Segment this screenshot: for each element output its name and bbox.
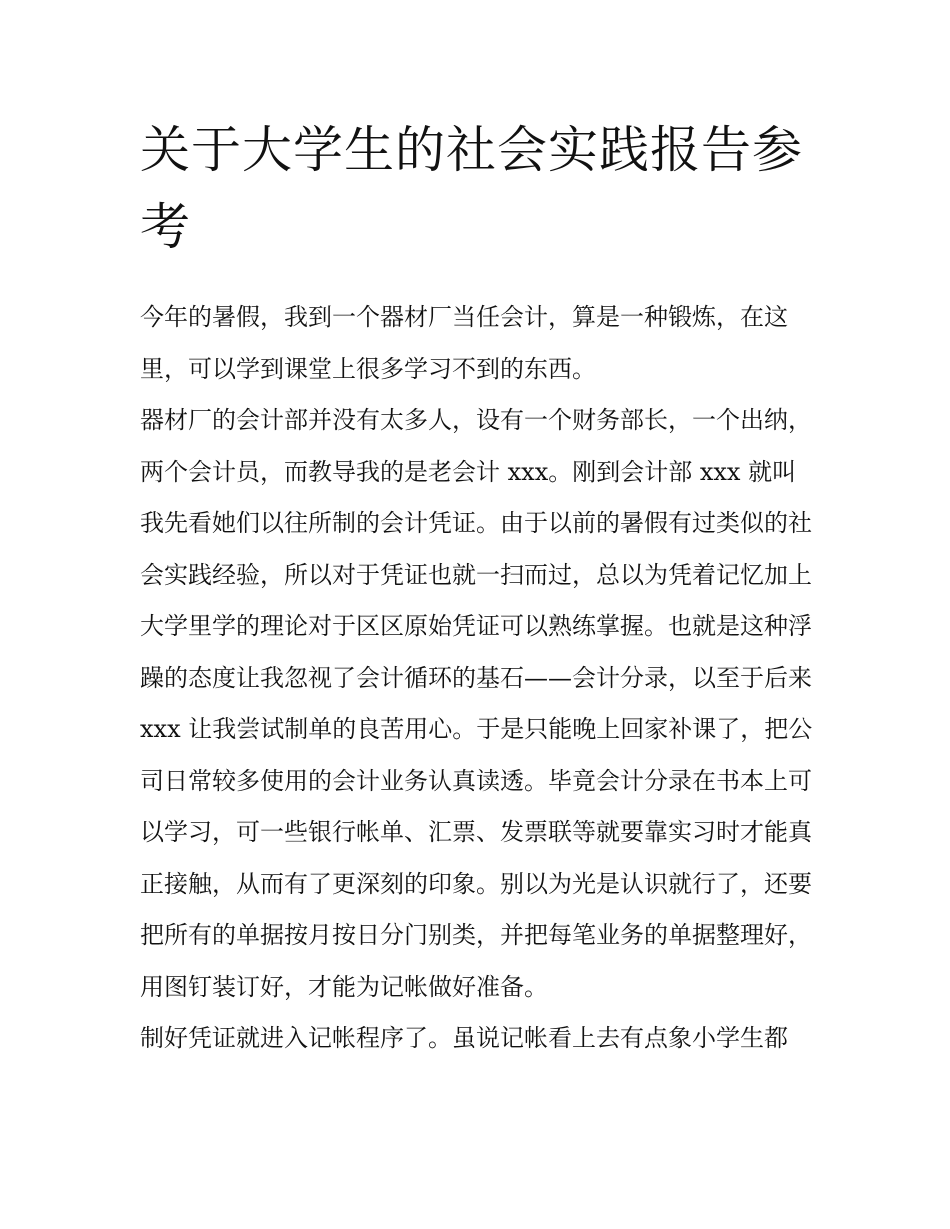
paragraph-3: 制好凭证就进入记帐程序了。虽说记帐看上去有点象小学生都 xyxy=(140,1024,788,1052)
document-content xyxy=(140,112,815,1065)
document-title: 关于大学生的社会实践报告参考 xyxy=(140,121,803,256)
document-body xyxy=(140,292,815,1065)
paragraph-1: 今年的暑假，我到一个器材厂当任会计，算是一种锻炼，在这里，可以学到课堂上很多学习不到的东西。 xyxy=(140,303,788,383)
paragraph-2: 器材厂的会计部并没有太多人，设有一个财务部长，一个出纳，两个会计员，而教导我的是老会计 xxx。刚到会计部 xxx 就叫我先看她们以往所制的会计凭证。由于以前的暑假有过类似的社会实践经验，所以对于凭证也就一扫而过，总以为凭着记忆加上大学里学的理论对于区区原始凭证可以熟练掌握。也就是这种浮躁的态度让我忽视了会计循环的基石——会计分录，以至于后来 xxx 让我尝试制单的良苦用心。于是只能晚上回家补课了，把公司日常较多使用的会计业务认真读透。毕竟会计分录在书本上可以学习，可一些银行帐单、汇票、发票联等就要靠实习时才能真正接触，从而有了更深刻的印象。别以为光是认识就行了，还要把所有的单据按月按日分门别类，并把每笔业务的单据整理好，用图钉装订好，才能为记帐做好准备。 xyxy=(140,406,813,1001)
